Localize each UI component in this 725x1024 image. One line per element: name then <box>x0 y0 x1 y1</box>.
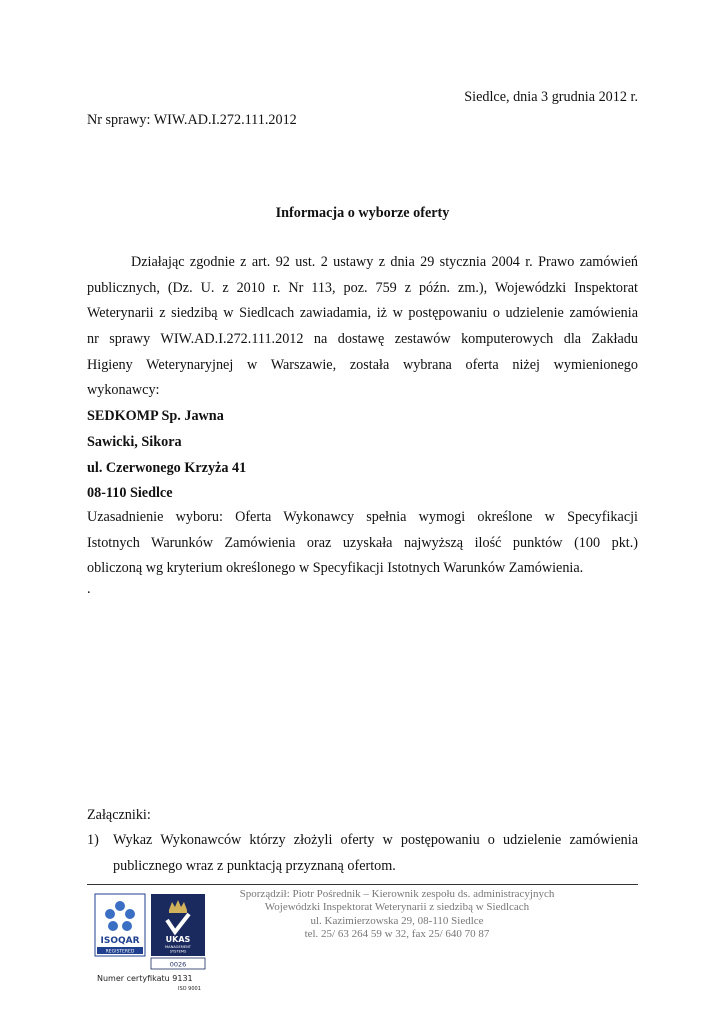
list-item-line: publicznego wraz z punktacją przyznaną ofertom. <box>113 857 396 874</box>
attachments-list <box>87 828 638 879</box>
contractor-owners: Sawicki, Sikora <box>87 433 182 450</box>
paragraph-line: Weterynarii z siedzibą w Siedlcach zawiadamia, iż w postępowaniu o udzielenie zamówienia <box>87 305 638 322</box>
contractor-street: ul. Czerwonego Krzyża 41 <box>87 459 247 476</box>
stray-dot: . <box>87 581 91 597</box>
ukas-sub-text: MANAGEMENT <box>165 945 191 949</box>
paragraph-line: Działając zgodnie z art. 92 ust. 2 ustawy z dnia 29 stycznia 2004 r. Prawo zamówień <box>131 254 638 270</box>
list-item-line: Wykaz Wykonawców którzy złożyli oferty w postępowaniu o udzielenie zamówienia <box>113 832 638 848</box>
justification-line: Uzasadnienie wyboru: Oferta Wykonawcy spełnia wymogi określone w Specyfikacji <box>87 509 638 525</box>
contractor-name: SEDKOMP Sp. Jawna <box>87 408 224 425</box>
justification-line: obliczoną wg kryterium określonego w Specyfikacji Istotnych Warunków Zamówienia. <box>87 560 584 577</box>
ukas-number: 0026 <box>169 960 187 969</box>
justification-paragraph <box>87 505 638 582</box>
registered-text: REGISTERED <box>105 949 135 955</box>
ukas-text: UKAS <box>165 935 191 944</box>
document-title: Informacja o wyborze oferty <box>275 205 450 221</box>
paragraph-line: nr sprawy WIW.AD.I.272.111.2012 na dostawę zestawów komputerowych dla Zakładu <box>87 331 638 348</box>
paragraph-line: publicznych, (Dz. U. z 2010 r. Nr 113, poz. 759 z późn. zm.), Wojewódzki Inspektorat <box>87 279 638 296</box>
iso-standard: ISO 9001 <box>178 986 201 992</box>
footer-divider <box>87 884 638 885</box>
footer-line-author: Sporządził: Piotr Pośrednik – Kierownik zespołu ds. administracyjnych <box>239 888 555 900</box>
ukas-sub-text: SYSTEMS <box>169 949 187 954</box>
isoqar-text: ISOQAR <box>100 936 140 946</box>
case-number: Nr sprawy: WIW.AD.I.272.111.2012 <box>87 112 297 128</box>
main-paragraph <box>87 250 638 507</box>
footer-line-institution: Wojewódzki Inspektorat Weterynarii z siedzibą w Siedlcach <box>264 901 530 914</box>
certification-logo-graphic <box>93 892 211 974</box>
footer-line-phone: tel. 25/ 63 264 59 w 32, fax 25/ 640 70 87 <box>304 928 490 941</box>
justification-line: Istotnych Warunków Zamówienia oraz uzyskała najwyższą ilość punktów (100 pkt.) <box>87 534 638 551</box>
contractor-city: 08-110 Siedlce <box>87 485 173 502</box>
list-item <box>87 828 638 879</box>
certificate-number: Numer certyfikatu 9131 <box>97 974 193 983</box>
footer-info <box>222 888 572 942</box>
attachments-label: Załączniki: <box>87 807 151 823</box>
paragraph-line: Higieny Weterynaryjnej w Warszawie, została wybrana oferta niżej wymienionego <box>87 356 638 373</box>
list-item-number: 1) <box>87 832 99 848</box>
place-date: Siedlce, dnia 3 grudnia 2012 r. <box>464 89 638 105</box>
footer-line-address: ul. Kazimierzowska 29, 08-110 Siedlce <box>310 914 484 927</box>
paragraph-line: wykonawcy: <box>87 382 160 399</box>
